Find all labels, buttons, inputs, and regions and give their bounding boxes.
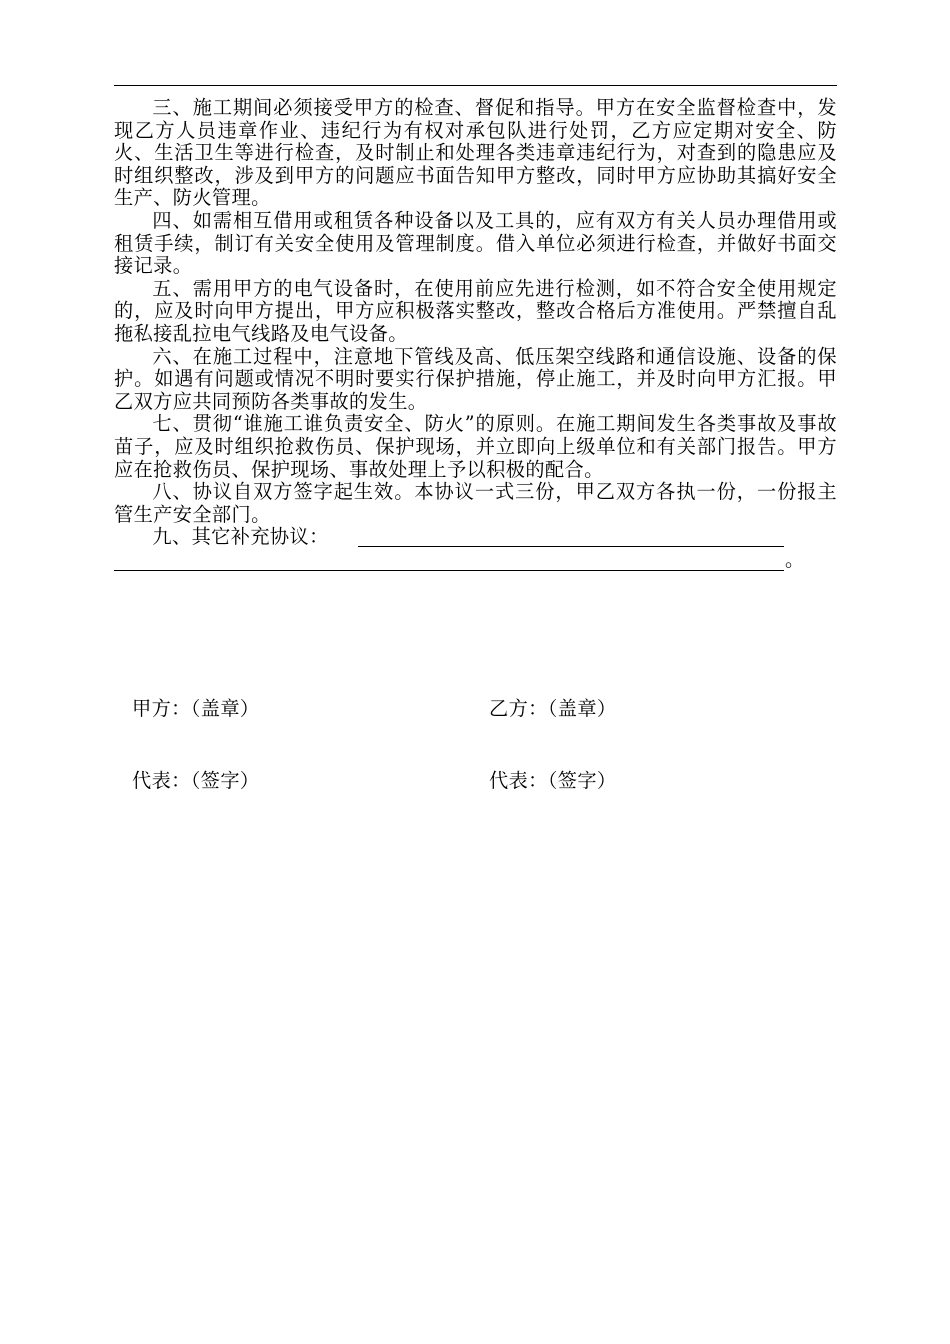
clause-3: 三、施工期间必须接受甲方的检查、督促和指导。甲方在安全监督检查中，发现乙方人员违章作业、违纪行为有权对承包队进行处罚，乙方应定期对安全、防火、生活卫生等进行检查，及时制止和处理各类违章违纪行为，对查到的隐患应及时组织整改，涉及到甲方的问题应书面告知甲方整改，同时甲方应协助其搞好安全生产、防火管理。 [114,96,837,210]
party-a-signature [132,649,260,841]
party-a-seal: 甲方：（盖章） [132,697,260,720]
clause-6: 六、在施工过程中，注意地下管线及高、低压架空线路和通信设施、设备的保护。如遇有问题或情况不明时要实行保护措施，停止施工，并及时向甲方汇报。甲乙双方应共同预防各类事故的发生。 [114,344,837,413]
supplement-line-2 [114,549,837,572]
supplement-line [114,526,837,549]
party-b-seal: 乙方：（盖章） [489,697,617,720]
supplement-label: 九、其它补充协议： [152,525,329,549]
agreement-body [114,97,837,571]
clause-5: 五、需用甲方的电气设备时，在使用前应先进行检测，如不符合安全使用规定的，应及时向甲方提出，甲方应积极落实整改，整改合格后方准使用。严禁擅自乱拖私接乱拉电气线路及电气设备。 [114,276,837,345]
supplement-end-mark: 。 [785,547,805,571]
party-b-representative: 代表：（签字） [489,769,617,792]
party-a-representative: 代表：（签字） [132,769,260,792]
supplement-blank-2 [114,549,784,571]
clause-8: 八、协议自双方签字起生效。本协议一式三份，甲乙双方各执一份，一份报主管生产安全部门。 [114,480,837,526]
header-rule [114,85,837,86]
supplement-blank-1 [358,526,784,547]
clause-7: 七、贯彻“谁施工谁负责安全、防火”的原则。在施工期间发生各类事故及事故苗子，应及时组织抢救伤员、保护现场，并立即向上级单位和有关部门报告。甲方应在抢救伤员、保护现场、事故处理上予以积极的配合。 [114,412,837,481]
clause-4: 四、如需相互借用或租赁各种设备以及工具的，应有双方有关人员办理借用或租赁手续，制订有关安全使用及管理制度。借入单位必须进行检查，并做好书面交接记录。 [114,208,837,278]
party-b-signature [489,649,617,841]
